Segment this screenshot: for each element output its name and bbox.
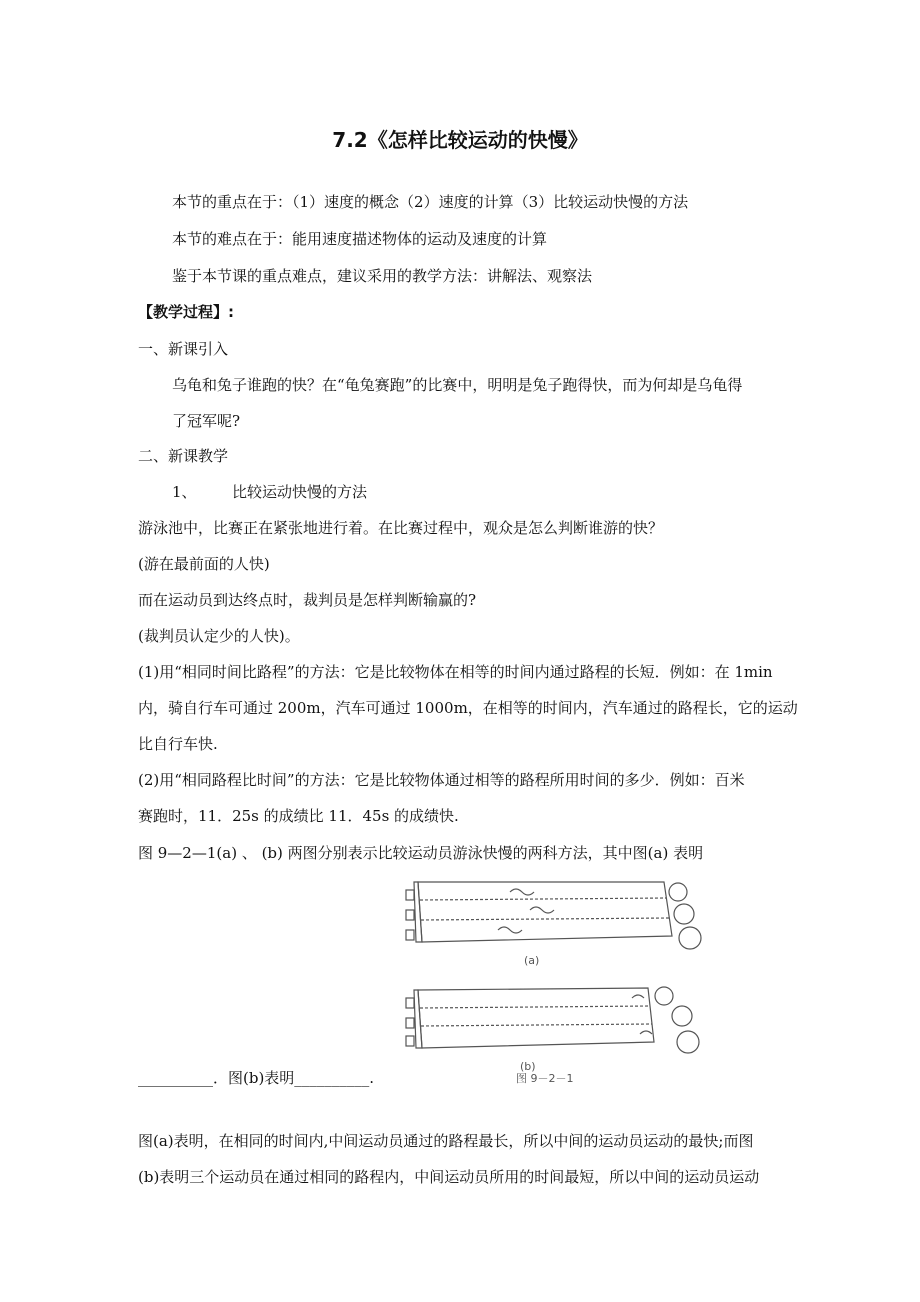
swimmer-icon bbox=[640, 1031, 652, 1034]
swimmer-icon bbox=[510, 889, 534, 895]
section1-heading: 一、新课引入 bbox=[138, 340, 229, 358]
stopwatch-icon bbox=[672, 1006, 692, 1026]
paragraph-line: 比自行车快. bbox=[138, 735, 218, 753]
page-title: 7.2《怎样比较运动的快慢》 bbox=[332, 128, 588, 152]
paragraph-line: 内，骑自行车可通过 200m，汽车可通过 1000m，在相等的时间内，汽车通过的路程长，它的运动 bbox=[138, 699, 798, 717]
stopwatch-icon bbox=[669, 883, 687, 901]
swimmer-icon bbox=[530, 907, 554, 913]
stopwatch-icon bbox=[679, 927, 701, 949]
teaching-methods: 鉴于本节课的重点难点，建议采用的教学方法：讲解法、观察法 bbox=[172, 267, 593, 285]
paragraph-line: 而在运动员到达终点时，裁判员是怎样判断输赢的? bbox=[138, 591, 477, 609]
paragraph-line: 图 9—2—1(a) 、 (b) 两图分别表示比较运动员游泳快慢的两科方法，其中图(a) 表明 bbox=[138, 844, 704, 862]
stopwatch-icon bbox=[674, 904, 694, 924]
section2-heading: 二、新课教学 bbox=[138, 447, 229, 465]
answer-line2: (b)表明三个运动员在通过相同的路程内，中间运动员所用的时间最短，所以中间的运动员运动 bbox=[138, 1168, 760, 1186]
figure-label-a: (a) bbox=[524, 954, 540, 967]
paragraph-line: (游在最前面的人快) bbox=[138, 555, 270, 573]
fill-in-blank-line: __________．图(b)表明__________. bbox=[138, 1069, 375, 1087]
paragraph-line: 游泳池中，比赛正在紧张地进行着。在比赛过程中，观众是怎么判断谁游的快？ bbox=[138, 519, 664, 537]
subsection-number: 1、 bbox=[172, 483, 197, 501]
paragraph-line: (裁判员认定少的人快)。 bbox=[138, 627, 300, 645]
answer-line1: 图(a)表明，在相同的时间内,中间运动员通过的路程最长，所以中间的运动员运动的最快;而图 bbox=[138, 1132, 754, 1150]
key-points: 本节的重点在于：（1）速度的概念（2）速度的计算（3）比较运动快慢的方法 bbox=[172, 193, 689, 211]
swimming-figure bbox=[392, 874, 722, 1092]
section1-text-line1: 乌龟和兔子谁跑的快？在“龟兔赛跑”的比赛中，明明是兔子跑得快，而为何却是乌龟得 bbox=[172, 376, 743, 394]
paragraph-line: (2)用“相同路程比时间”的方法：它是比较物体通过相等的路程所用时间的多少．例如：百米 bbox=[138, 771, 745, 789]
paragraph-line: (1)用“相同时间比路程”的方法：它是比较物体在相等的时间内通过路程的长短．例如：在 1min bbox=[138, 663, 773, 681]
figure-label-b: (b) bbox=[520, 1060, 536, 1073]
section1-text-line2: 了冠军呢? bbox=[172, 412, 241, 430]
pool-b bbox=[418, 988, 654, 1048]
stopwatch-icon bbox=[655, 987, 673, 1005]
swimmer-icon bbox=[632, 995, 644, 998]
difficulties: 本节的难点在于：能用速度描述物体的运动及速度的计算 bbox=[172, 230, 548, 248]
subsection-title: 比较运动快慢的方法 bbox=[232, 483, 368, 501]
paragraph-line: 赛跑时，11．25s 的成绩比 11．45s 的成绩快. bbox=[138, 807, 459, 825]
process-heading: 【教学过程】: bbox=[138, 303, 234, 321]
swimmer-icon bbox=[498, 927, 522, 933]
stopwatch-icon bbox=[677, 1031, 699, 1053]
figure-caption: 图 9－2－1 bbox=[516, 1072, 574, 1085]
